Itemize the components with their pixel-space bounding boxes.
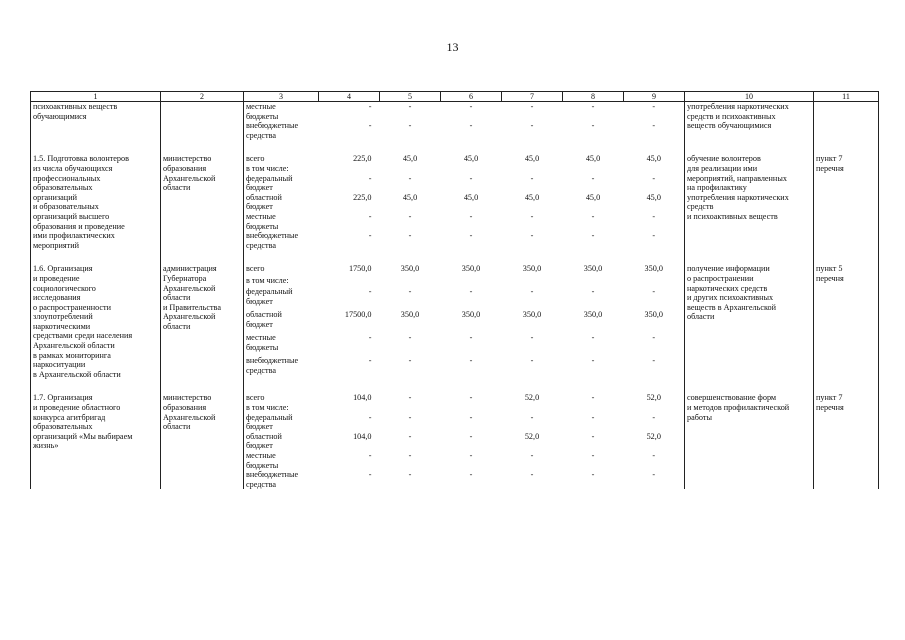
funding-value-col-6: - (469, 431, 473, 441)
funding-source: областной бюджет (244, 310, 319, 333)
list-reference: пункт 7 перечня (814, 154, 879, 250)
column-number-1: 1 (31, 92, 161, 102)
funding-value-col-7: 350,0 (522, 264, 542, 274)
funding-value-col-4 (319, 276, 380, 288)
funding-value-col-8: - (591, 102, 595, 111)
funding-value-col-7: - (530, 231, 534, 241)
funding-value-col-8: - (591, 451, 595, 460)
program-table-container (30, 91, 878, 489)
funding-source: областной бюджет (244, 193, 319, 212)
funding-value-col-9: - (652, 287, 656, 297)
funding-value-col-4 (319, 164, 380, 174)
funding-value-col-4: - (368, 121, 372, 131)
funding-value-col-5: - (408, 470, 412, 480)
funding-source: федеральный бюджет (244, 413, 319, 432)
funding-value-col-9: - (652, 333, 656, 343)
funding-value-col-6: - (469, 211, 473, 221)
funding-value-col-4: - (368, 231, 372, 241)
funding-value-col-5: 350,0 (400, 310, 420, 320)
funding-value-col-9: - (652, 470, 656, 480)
funding-value-col-5: 45,0 (402, 192, 418, 202)
funding-source: внебюджетные средства (244, 231, 319, 250)
funding-value-col-6: - (469, 412, 473, 422)
expected-result: совершенствование форм и методов профилактической работы (685, 393, 814, 489)
funding-value-col-8: - (591, 173, 595, 183)
funding-value-col-5 (380, 164, 441, 174)
funding-value-col-5: 45,0 (402, 154, 418, 164)
funding-value-col-4: 104,0 (353, 431, 372, 441)
funding-value-col-5 (380, 403, 441, 413)
funding-value-col-9: 52,0 (646, 393, 661, 403)
funding-value-col-7 (502, 164, 563, 174)
funding-value-col-7: - (530, 102, 534, 111)
funding-value-col-5: - (408, 412, 412, 422)
funding-value-col-5: - (408, 431, 412, 441)
responsible-executor: министерство образования Архангельской области (161, 154, 244, 250)
funding-value-col-9: 45,0 (646, 154, 661, 164)
funding-source: местные бюджеты (244, 451, 319, 470)
funding-value-col-4: - (368, 356, 372, 366)
funding-value-col-8: 350,0 (583, 264, 603, 274)
funding-value-col-4: - (368, 333, 372, 343)
funding-value-col-4: - (368, 412, 372, 422)
funding-value-col-5: - (408, 231, 412, 241)
responsible-executor (161, 102, 244, 141)
funding-value-col-8: - (591, 211, 595, 221)
funding-value-col-9: 45,0 (646, 192, 661, 202)
funding-source: в том числе: (244, 403, 319, 413)
funding-value-col-9: - (652, 121, 656, 131)
column-number-4: 4 (319, 92, 380, 102)
column-number-3: 3 (244, 92, 319, 102)
funding-source: в том числе: (244, 276, 319, 288)
funding-value-col-7: - (530, 211, 534, 221)
funding-value-col-8: - (591, 287, 595, 297)
funding-value-col-8: - (591, 333, 595, 343)
funding-value-col-8: - (591, 412, 595, 422)
funding-value-col-4: - (368, 451, 372, 460)
funding-value-col-7: - (530, 451, 534, 460)
funding-value-col-7: - (530, 356, 534, 366)
funding-source: внебюджетные средства (244, 470, 319, 489)
column-number-6: 6 (441, 92, 502, 102)
spacer-row (31, 140, 879, 154)
column-number-9: 9 (624, 92, 685, 102)
funding-value-col-8: - (591, 356, 595, 366)
funding-value-col-7: 52,0 (524, 431, 540, 441)
funding-value-col-9: 350,0 (644, 264, 663, 274)
funding-value-col-8 (563, 403, 624, 413)
funding-value-col-4 (319, 403, 380, 413)
budget-row (31, 102, 879, 122)
funding-value-col-5: 350,0 (400, 264, 420, 274)
funding-value-col-7: 350,0 (522, 310, 542, 320)
funding-source: всего (244, 264, 319, 276)
funding-value-col-6: - (469, 287, 473, 297)
funding-value-col-5: - (408, 121, 412, 131)
expected-result: получение информации о распространении наркотических средств и других психоактивных веществ в Архангельской области (685, 264, 814, 379)
funding-value-col-6: 350,0 (461, 310, 481, 320)
funding-value-col-5: - (408, 287, 412, 297)
funding-value-col-8: - (591, 121, 595, 131)
funding-value-col-5: - (408, 333, 412, 343)
funding-value-col-6 (441, 403, 502, 413)
column-number-5: 5 (380, 92, 441, 102)
funding-value-col-8: - (591, 470, 595, 480)
funding-value-col-7: - (530, 173, 534, 183)
funding-source: всего (244, 154, 319, 164)
funding-value-col-7: - (530, 470, 534, 480)
funding-value-col-7: 45,0 (524, 192, 540, 202)
funding-value-col-9: - (652, 173, 656, 183)
funding-value-col-6: 350,0 (461, 264, 481, 274)
funding-value-col-8 (563, 276, 624, 288)
funding-value-col-9: - (652, 451, 656, 460)
funding-source: областной бюджет (244, 432, 319, 451)
funding-value-col-7: 45,0 (524, 154, 540, 164)
funding-value-col-7: - (530, 412, 534, 422)
funding-value-col-6: 45,0 (463, 154, 479, 164)
funding-source: местные бюджеты (244, 212, 319, 231)
measure-name: психоактивных веществ обучающимися (31, 102, 161, 141)
page-number: 13 (446, 40, 459, 54)
funding-source: внебюджетные средства (244, 356, 319, 379)
funding-value-col-4: - (368, 102, 372, 111)
funding-source: федеральный бюджет (244, 174, 319, 193)
list-reference: пункт 7 перечня (814, 393, 879, 489)
column-number-row (31, 92, 879, 102)
funding-value-col-6: - (469, 393, 473, 403)
funding-value-col-8: - (591, 231, 595, 241)
funding-value-col-5: - (408, 173, 412, 183)
funding-value-col-9: - (652, 356, 656, 366)
funding-value-col-4: - (368, 173, 372, 183)
funding-source: в том числе: (244, 164, 319, 174)
funding-value-col-6: - (469, 451, 473, 460)
funding-value-col-8: - (591, 393, 595, 403)
funding-value-col-9: 350,0 (644, 310, 663, 320)
responsible-executor: министерство образования Архангельской области (161, 393, 244, 489)
funding-value-col-5: - (408, 393, 412, 403)
funding-value-col-7 (502, 403, 563, 413)
funding-value-col-9 (624, 164, 685, 174)
funding-value-col-4: - (368, 470, 372, 480)
funding-value-col-4: 1750,0 (348, 264, 372, 274)
funding-value-col-9 (624, 403, 685, 413)
funding-value-col-8 (563, 164, 624, 174)
funding-value-col-6 (441, 164, 502, 174)
funding-value-col-4: 104,0 (353, 393, 372, 403)
funding-value-col-9: 52,0 (646, 431, 661, 441)
list-reference: пункт 5 перечня (814, 264, 879, 379)
funding-source: федеральный бюджет (244, 287, 319, 310)
funding-value-col-5 (380, 276, 441, 288)
funding-value-col-5: - (408, 102, 412, 111)
table-body (31, 102, 879, 490)
funding-value-col-9: - (652, 102, 656, 111)
funding-value-col-5: - (408, 356, 412, 366)
funding-value-col-9: - (652, 211, 656, 221)
list-reference (814, 102, 879, 141)
column-number-11: 11 (814, 92, 879, 102)
spacer-row (31, 379, 879, 393)
funding-value-col-4: - (368, 287, 372, 297)
spacer-row (31, 250, 879, 264)
funding-value-col-4: 225,0 (353, 154, 372, 164)
funding-value-col-6: - (469, 121, 473, 131)
funding-value-col-6: - (469, 470, 473, 480)
funding-value-col-5: - (408, 211, 412, 221)
funding-source: местные бюджеты (244, 102, 319, 122)
funding-source: внебюджетные средства (244, 121, 319, 140)
budget-row (31, 393, 879, 403)
funding-value-col-6: - (469, 173, 473, 183)
funding-value-col-8: 45,0 (585, 154, 601, 164)
expected-result: употребления наркотических средств и психоактивных веществ обучающимися (685, 102, 814, 141)
funding-value-col-6: - (469, 102, 473, 111)
funding-value-col-6: - (469, 231, 473, 241)
funding-value-col-6: - (469, 333, 473, 343)
funding-value-col-5: - (408, 451, 412, 460)
funding-value-col-6: 45,0 (463, 192, 479, 202)
expected-result: обучение волонтеров для реализации ими мероприятий, направленных на профилактику употребления наркотических средств и психоактивных веществ (685, 154, 814, 250)
funding-value-col-7: - (530, 121, 534, 131)
funding-value-col-6: - (469, 356, 473, 366)
funding-value-col-4: - (368, 211, 372, 221)
program-table (30, 91, 879, 489)
measure-name: 1.7. Организация и проведение областного конкурса агитбригад образовательных организаций «Мы выбираем жизнь» (31, 393, 161, 489)
funding-value-col-7: - (530, 333, 534, 343)
funding-source: местные бюджеты (244, 333, 319, 356)
column-number-8: 8 (563, 92, 624, 102)
funding-value-col-4: 225,0 (353, 192, 372, 202)
column-number-10: 10 (685, 92, 814, 102)
funding-value-col-7 (502, 276, 563, 288)
budget-row (31, 264, 879, 276)
funding-value-col-8: - (591, 431, 595, 441)
funding-value-col-9: - (652, 412, 656, 422)
measure-name: 1.5. Подготовка волонтеров из числа обучающихся профессиональных образовательных организаций и образовательных организаций высшего образования и проведение ими профилактических мероприятий (31, 154, 161, 250)
budget-row (31, 154, 879, 164)
column-number-7: 7 (502, 92, 563, 102)
funding-value-col-9: - (652, 231, 656, 241)
funding-value-col-9 (624, 276, 685, 288)
responsible-executor: администрация Губернатора Архангельской области и Правительства Архангельской области (161, 264, 244, 379)
column-number-2: 2 (161, 92, 244, 102)
funding-value-col-8: 350,0 (583, 310, 603, 320)
funding-source: всего (244, 393, 319, 403)
funding-value-col-4: 17500,0 (344, 310, 372, 320)
funding-value-col-7: - (530, 287, 534, 297)
funding-value-col-7: 52,0 (524, 393, 540, 403)
funding-value-col-8: 45,0 (585, 192, 601, 202)
funding-value-col-6 (441, 276, 502, 288)
measure-name: 1.6. Организация и проведение социологического исследования о распространенности злоупотреблений наркотическими средствами среди населения Архангельской области в рамках мониторинга наркоситуации в Архангельской области (31, 264, 161, 379)
